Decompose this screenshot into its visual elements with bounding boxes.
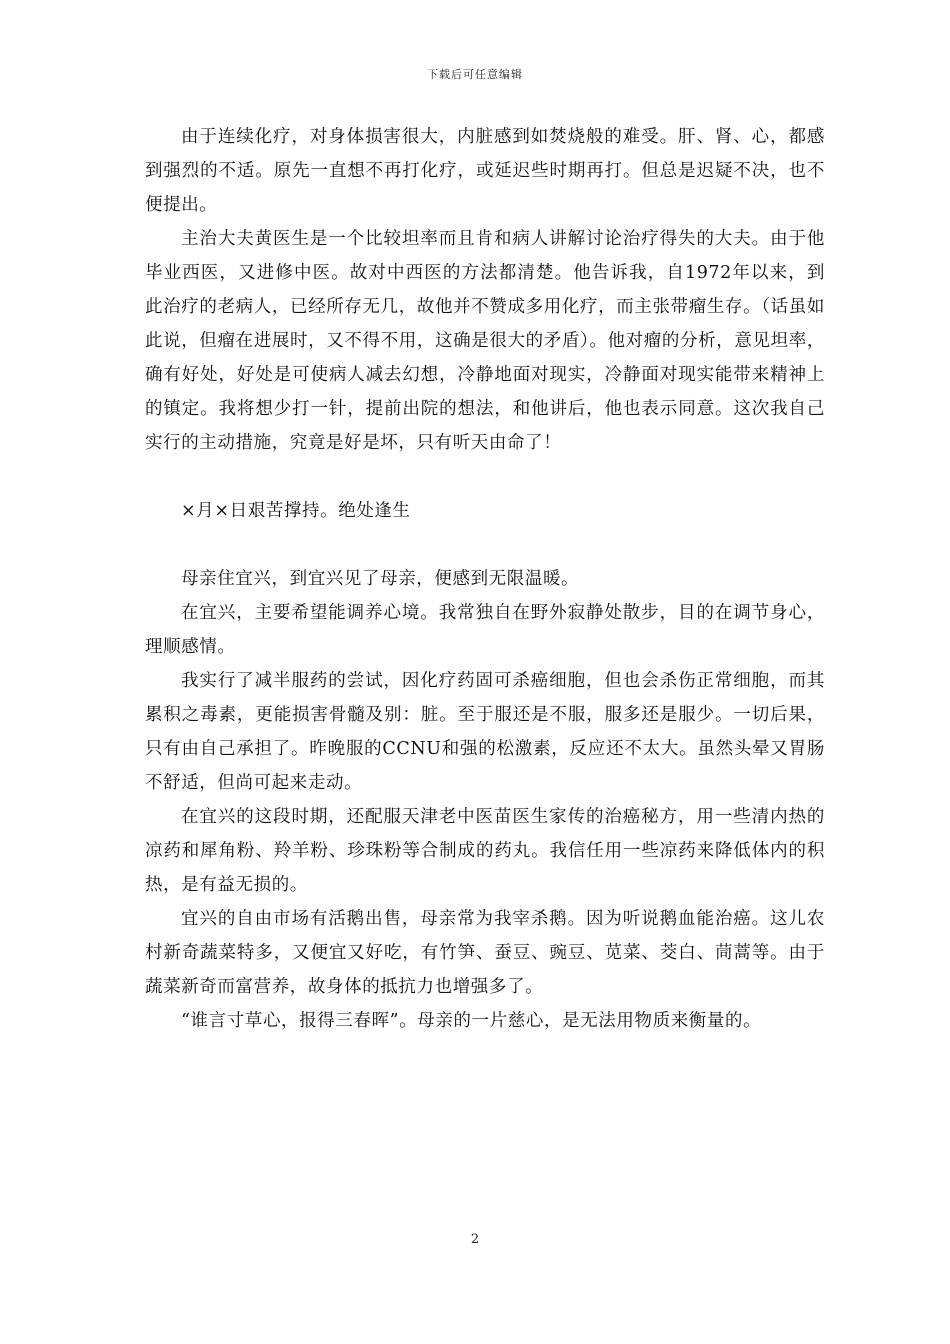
page-number: 2: [470, 1232, 480, 1247]
paragraph: 由于连续化疗，对身体损害很大，内脏感到如焚烧般的难受。肝、肾、心，都感到强烈的不适。原先一直想不再打化疗，或延迟些时期再打。但总是迟疑不决，也不便提出。: [145, 127, 825, 215]
paragraph: 在宜兴，主要希望能调养心境。我常独自在野外寂静处散步，目的在调节身心，理顺感情。: [145, 603, 825, 657]
paragraph: 主治大夫黄医生是一个比较坦率而且肯和病人讲解讨论治疗得失的大夫。由于他毕业西医，又进修中医。故对中西医的方法都清楚。他告诉我，自1972年以来，到此治疗的老病人，已经所存无几，故他并不赞成多用化疗，而主张带瘤生存。（话虽如此说，但瘤在进展时，又不得不用，这确是很大的矛盾）。他对瘤的分析，意见坦率，确有好处，好处是可使病人减去幻想，冷静地面对现实，冷静面对现实能带来精神上的镇定。我将想少打一针，提前出院的想法，和他讲后，他也表示同意。这次我自己实行的主动措施，究竟是好是坏，只有听天由命了！: [145, 229, 825, 453]
paragraph: 母亲住宜兴，到宜兴见了母亲，便感到无限温暖。: [181, 569, 580, 589]
document-body: [145, 120, 825, 1038]
page-header: 下载后可任意编辑: [427, 68, 523, 81]
paragraph: 在宜兴的这段时期，还配服天津老中医苗医生家传的治癌秘方，用一些清内热的凉药和犀角粉、羚羊粉、珍珠粉等合制成的药丸。我信任用一些凉药来降低体内的积热，是有益无损的。: [145, 807, 825, 895]
section-heading: ×月×日艰苦撑持。绝处逢生: [181, 501, 411, 521]
paragraph: 宜兴的自由市场有活鹅出售，母亲常为我宰杀鹅。因为听说鹅血能治癌。这儿农村新奇蔬菜特多，又便宜又好吃，有竹笋、蚕豆、豌豆、苋菜、茭白、茼蒿等。由于蔬菜新奇而富营养，故身体的抵抗力也增强多了。: [145, 909, 825, 997]
paragraph: 我实行了减半服药的尝试，因化疗药固可杀癌细胞，但也会杀伤正常细胞，而其累积之毒素，更能损害骨髓及别：脏。至于服还是不服，服多还是服少。一切后果，只有由自己承担了。昨晚服的CCNU和强的松激素，反应还不太大。虽然头晕又胃肠不舒适，但尚可起来走动。: [145, 671, 825, 793]
paragraph: “谁言寸草心，报得三春晖”。母亲的一片慈心，是无法用物质来衡量的。: [181, 1011, 762, 1031]
blank-line: [145, 528, 825, 562]
